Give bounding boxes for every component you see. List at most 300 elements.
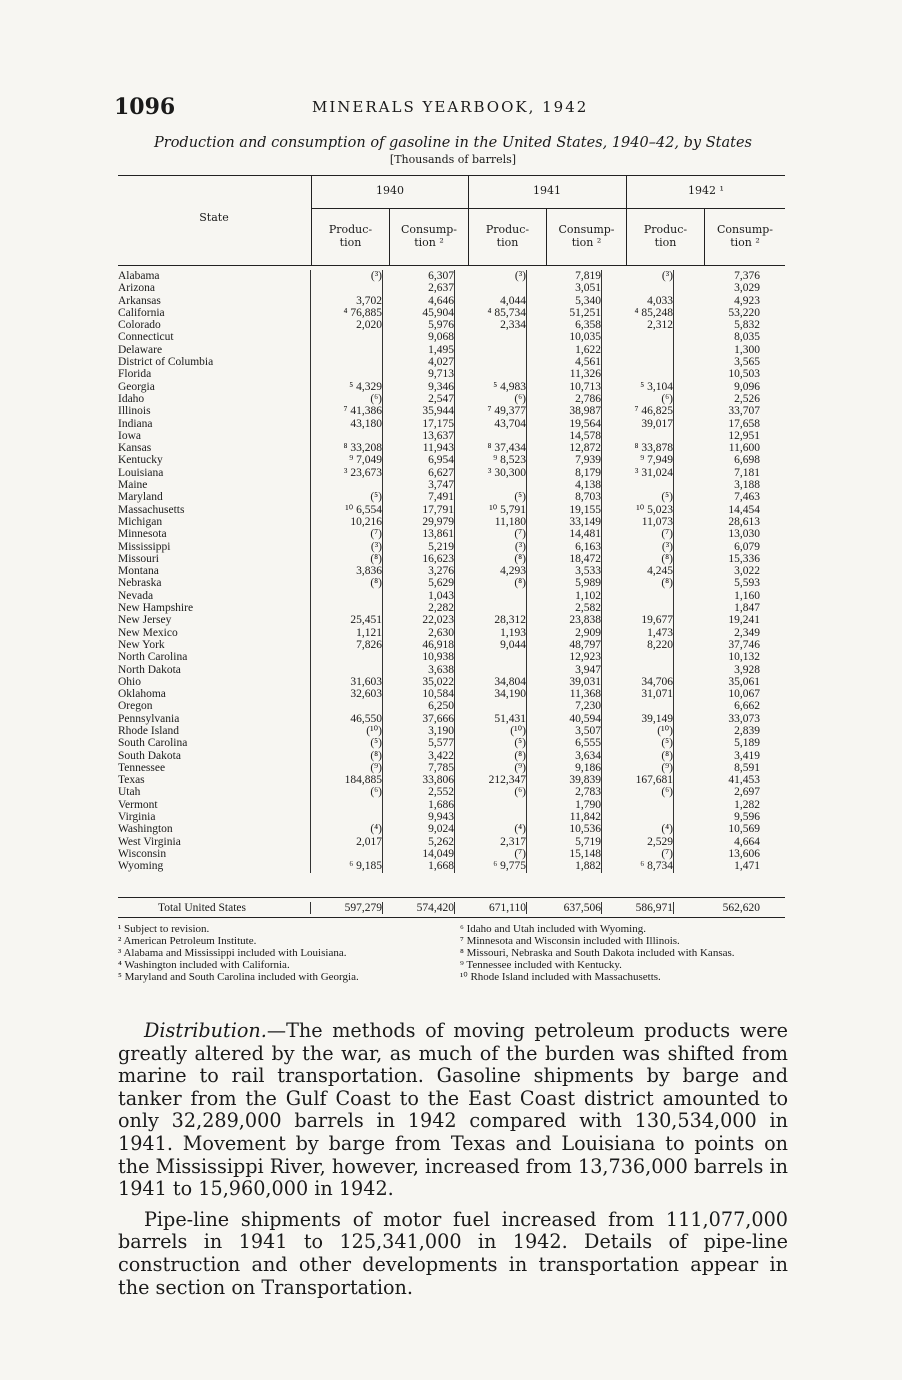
cell-value: 45,904 <box>383 307 455 319</box>
cell-value: 4,646 <box>383 295 455 307</box>
state-name: Wisconsin <box>118 847 167 860</box>
cell-value: 7,181 <box>674 467 761 479</box>
cell-value: (⁸) <box>311 577 383 589</box>
cell-value: ⁸ 33,878 <box>602 442 674 454</box>
state-name: Delaware <box>118 343 163 356</box>
cell-value <box>311 331 383 343</box>
footnote: ² American Petroleum Institute. <box>118 935 257 947</box>
cell-value: 14,049 <box>383 848 455 860</box>
cell-value: 10,713 <box>527 381 602 393</box>
cell-value: 3,022 <box>674 565 761 577</box>
table-bottom-rule <box>118 917 785 918</box>
running-title: MINERALS YEARBOOK, 1942 <box>312 98 589 116</box>
cell-value: ⁶ 9,185 <box>311 860 383 872</box>
cell-value: ⁸ 37,434 <box>455 442 527 454</box>
cell-value: (⁹) <box>311 762 383 774</box>
state-name: Texas <box>118 774 145 787</box>
cell-value: 13,030 <box>674 528 761 540</box>
state-name: Iowa <box>118 429 141 442</box>
cell-value: 34,804 <box>455 676 527 688</box>
cell-value: 7,826 <box>311 639 383 651</box>
cell-value: 2,783 <box>527 786 602 798</box>
cell-value: 43,180 <box>311 418 383 430</box>
cell-value: 2,547 <box>383 393 455 405</box>
cell-value: 29,979 <box>383 516 455 528</box>
footnote: ¹ Subject to revision. <box>118 923 210 935</box>
state-name: Oklahoma <box>118 688 166 701</box>
state-name: Connecticut <box>118 331 174 344</box>
cell-value: 1,160 <box>674 590 761 602</box>
cell-value: 11,326 <box>527 368 602 380</box>
cell-value: (⁷) <box>602 528 674 540</box>
cell-value <box>602 799 674 811</box>
total-top-rule <box>118 897 785 898</box>
cell-value: 8,179 <box>527 467 602 479</box>
cell-value: 2,017 <box>311 836 383 848</box>
cell-value: ⁴ 85,248 <box>602 307 674 319</box>
cell-value: 9,068 <box>383 331 455 343</box>
header-top-rule <box>118 175 785 176</box>
cell-value: ⁸ 33,208 <box>311 442 383 454</box>
cell-value: 2,526 <box>674 393 761 405</box>
footnote: ¹⁰ Rhode Island included with Massachusetts. <box>460 971 661 983</box>
state-name: Michigan <box>118 515 163 528</box>
cell-value: 15,148 <box>527 848 602 860</box>
cell-value: 5,340 <box>527 295 602 307</box>
footnote: ⁶ Idaho and Utah included with Wyoming. <box>460 923 646 935</box>
cell-value: 184,885 <box>311 774 383 786</box>
table-row <box>118 614 760 626</box>
state-name: Pennsylvania <box>118 712 180 725</box>
cell-value: (³) <box>311 541 383 553</box>
cell-value: 8,591 <box>674 762 761 774</box>
year-1941: 1941 <box>533 184 561 197</box>
cell-value: 5,189 <box>674 737 761 749</box>
cell-value: 212,347 <box>455 774 527 786</box>
cell-value: 1,622 <box>527 344 602 356</box>
cell-value: ⁵ 4,329 <box>311 381 383 393</box>
cell-value <box>602 811 674 823</box>
cell-value: 1,102 <box>527 590 602 602</box>
state-name: Nebraska <box>118 577 162 590</box>
table-row <box>118 467 760 479</box>
cell-value: (⁸) <box>602 553 674 565</box>
cell-value: 8,703 <box>527 491 602 503</box>
cell-value: 11,943 <box>383 442 455 454</box>
state-name: Indiana <box>118 417 153 430</box>
cell-value: 4,664 <box>674 836 761 848</box>
cell-value: 3,419 <box>674 750 761 762</box>
cell-value: (⁸) <box>455 750 527 762</box>
cell-value: 3,747 <box>383 479 455 491</box>
state-name: Kentucky <box>118 454 163 467</box>
table-row <box>118 282 760 294</box>
cell-value: 37,746 <box>674 639 761 651</box>
cell-value: ³ 23,673 <box>311 467 383 479</box>
cell-value <box>602 344 674 356</box>
cell-value: ⁹ 7,949 <box>602 454 674 466</box>
cell-value: 11,180 <box>455 516 527 528</box>
state-name: Virginia <box>118 811 156 824</box>
cell-value <box>311 848 383 860</box>
table-row <box>118 479 760 491</box>
total-value: 574,420 <box>383 902 455 914</box>
body-text <box>118 1020 788 1307</box>
consumption-header: Consump- tion ² <box>400 223 458 249</box>
cell-value: 3,507 <box>527 725 602 737</box>
cell-value: 2,349 <box>674 627 761 639</box>
cell-value: (⁸) <box>602 577 674 589</box>
cell-value: 5,976 <box>383 319 455 331</box>
cell-value: (¹⁰) <box>602 725 674 737</box>
cell-value: 3,634 <box>527 750 602 762</box>
state-name: South Carolina <box>118 737 188 750</box>
cell-value: 4,293 <box>455 565 527 577</box>
cell-value: 1,882 <box>527 860 602 872</box>
cell-value: 1,471 <box>674 860 761 872</box>
cell-value: 15,336 <box>674 553 761 565</box>
cell-value: 1,300 <box>674 344 761 356</box>
state-name: Arizona <box>118 282 156 295</box>
cell-value: 2,312 <box>602 319 674 331</box>
cell-value: (⁷) <box>602 848 674 860</box>
cell-value: 13,637 <box>383 430 455 442</box>
cell-value: 3,422 <box>383 750 455 762</box>
cell-value: 2,552 <box>383 786 455 798</box>
cell-value: (⁷) <box>311 528 383 540</box>
cell-value: 2,334 <box>455 319 527 331</box>
cell-value: 9,943 <box>383 811 455 823</box>
cell-value: ⁴ 76,885 <box>311 307 383 319</box>
table-row <box>118 319 760 331</box>
cell-value: ⁷ 41,386 <box>311 405 383 417</box>
cell-value: 33,707 <box>674 405 761 417</box>
cell-value: ⁹ 8,523 <box>455 454 527 466</box>
cell-value <box>311 590 383 602</box>
cell-value: 4,561 <box>527 356 602 368</box>
cell-value: 8,220 <box>602 639 674 651</box>
cell-value: 40,594 <box>527 713 602 725</box>
cell-value: 11,368 <box>527 688 602 700</box>
cell-value: 3,190 <box>383 725 455 737</box>
cell-value: 6,358 <box>527 319 602 331</box>
cell-value: 1,847 <box>674 602 761 614</box>
cell-value: 11,073 <box>602 516 674 528</box>
cell-value <box>311 799 383 811</box>
table-row <box>118 713 760 725</box>
cell-value: 12,951 <box>674 430 761 442</box>
cell-value: 39,017 <box>602 418 674 430</box>
cell-value: 7,785 <box>383 762 455 774</box>
cell-value: 6,307 <box>383 270 455 282</box>
state-name: New Jersey <box>118 614 172 627</box>
cell-value: (³) <box>602 541 674 553</box>
table-row <box>118 737 760 749</box>
cell-value: 7,939 <box>527 454 602 466</box>
table-row <box>118 541 760 553</box>
state-name: California <box>118 306 165 319</box>
cell-value: 4,245 <box>602 565 674 577</box>
table-row <box>118 676 760 688</box>
cell-value: 12,872 <box>527 442 602 454</box>
cell-value: 9,596 <box>674 811 761 823</box>
consumption-header: Consump- tion ² <box>558 223 615 249</box>
table-row <box>118 331 760 343</box>
state-name: Arkansas <box>118 294 161 307</box>
cell-value: (¹⁰) <box>455 725 527 737</box>
cell-value: (⁸) <box>311 750 383 762</box>
cell-value: 31,071 <box>602 688 674 700</box>
cell-value: 6,555 <box>527 737 602 749</box>
cell-value: 7,376 <box>674 270 761 282</box>
cell-value: 3,051 <box>527 282 602 294</box>
cell-value <box>602 651 674 663</box>
cell-value <box>455 799 527 811</box>
cell-value: 6,163 <box>527 541 602 553</box>
cell-value: ¹⁰ 6,554 <box>311 504 383 516</box>
cell-value <box>455 651 527 663</box>
cell-value: 4,027 <box>383 356 455 368</box>
footnote: ⁵ Maryland and South Carolina included with Georgia. <box>118 971 359 983</box>
cell-value <box>311 811 383 823</box>
table-row <box>118 516 760 528</box>
table-row <box>118 848 760 860</box>
state-name: North Carolina <box>118 651 188 664</box>
cell-value: 53,220 <box>674 307 761 319</box>
cell-value: 1,282 <box>674 799 761 811</box>
table-row <box>118 664 760 676</box>
cell-value: (⁵) <box>311 491 383 503</box>
state-name: Kansas <box>118 442 152 455</box>
cell-value <box>311 602 383 614</box>
cell-value: 6,954 <box>383 454 455 466</box>
cell-value <box>455 430 527 442</box>
cell-value <box>455 590 527 602</box>
cell-value: 10,035 <box>527 331 602 343</box>
cell-value <box>602 356 674 368</box>
cell-value: 1,495 <box>383 344 455 356</box>
table-row <box>118 553 760 565</box>
total-value: 671,110 <box>455 902 527 914</box>
cell-value: ³ 31,024 <box>602 467 674 479</box>
table-row <box>118 700 760 712</box>
table-row <box>118 356 760 368</box>
cell-value: 2,282 <box>383 602 455 614</box>
cell-value: ⁴ 85,734 <box>455 307 527 319</box>
cell-value <box>602 430 674 442</box>
cell-value: (¹⁰) <box>311 725 383 737</box>
table-row <box>118 836 760 848</box>
year-rule <box>311 208 785 209</box>
cell-value: (⁷) <box>455 528 527 540</box>
total-value: 637,506 <box>527 902 602 914</box>
cell-value <box>455 331 527 343</box>
cell-value <box>455 664 527 676</box>
cell-value: 4,923 <box>674 295 761 307</box>
cell-value <box>311 356 383 368</box>
cell-value: 38,987 <box>527 405 602 417</box>
table-row <box>118 405 760 417</box>
cell-value: 2,529 <box>602 836 674 848</box>
table-row <box>118 381 760 393</box>
cell-value: 3,188 <box>674 479 761 491</box>
table-row <box>118 786 760 798</box>
state-name: West Virginia <box>118 835 181 848</box>
state-name: Vermont <box>118 798 158 811</box>
table-row <box>118 491 760 503</box>
cell-value: 7,230 <box>527 700 602 712</box>
state-name: Idaho <box>118 392 145 405</box>
state-name: South Dakota <box>118 749 181 762</box>
cell-value <box>311 651 383 663</box>
cell-value: 6,627 <box>383 467 455 479</box>
cell-value: (⁵) <box>311 737 383 749</box>
table-row <box>118 799 760 811</box>
table-row <box>118 454 760 466</box>
state-name: District of Columbia <box>118 356 214 369</box>
cell-value: 5,219 <box>383 541 455 553</box>
state-name: Washington <box>118 823 173 836</box>
cell-value: (⁴) <box>455 823 527 835</box>
cell-value: 1,121 <box>311 627 383 639</box>
cell-value: 2,020 <box>311 319 383 331</box>
state-name: Rhode Island <box>118 724 180 737</box>
cell-value: ⁷ 46,825 <box>602 405 674 417</box>
header-bottom-rule <box>118 265 785 266</box>
cell-value: (⁸) <box>455 553 527 565</box>
cell-value: (⁵) <box>455 491 527 503</box>
cell-value: 5,719 <box>527 836 602 848</box>
cell-value: 2,317 <box>455 836 527 848</box>
cell-value: 167,681 <box>602 774 674 786</box>
cell-value: ³ 30,300 <box>455 467 527 479</box>
paragraph-text: —The methods of moving petroleum products were greatly altered by the war, as much of the burden was shifted from marine to rail transportation. Gasoline shipments by barge and tanker from the Gulf Coast to the East Coast district amounted to only 32,289,000 barrels in 1942 compared with 130,534,000 in 1941. Movement by barge from Texas and Louisiana to points on the Mississippi River, however, increased from 13,736,000 barrels in 1941 to 15,960,000 in 1942. <box>118 1019 788 1201</box>
cell-value: 1,473 <box>602 627 674 639</box>
table-row <box>118 565 760 577</box>
total-label: Total United States <box>158 902 246 914</box>
cell-value <box>602 331 674 343</box>
state-name: New Mexico <box>118 626 178 639</box>
cell-value: 10,584 <box>383 688 455 700</box>
cell-value: 11,842 <box>527 811 602 823</box>
table-row <box>118 590 760 602</box>
paragraph: Pipe-line shipments of motor fuel increased from 111,077,000 barrels in 1941 to 125,341,000 in 1942. Details of pipe-line construction and other developments in transportation appear in the section on Transportation. <box>118 1207 788 1299</box>
cell-value: (⁶) <box>602 786 674 798</box>
state-name: Maryland <box>118 491 163 504</box>
table-row <box>118 602 760 614</box>
table-row <box>118 627 760 639</box>
cell-value: 51,431 <box>455 713 527 725</box>
cell-value <box>311 479 383 491</box>
cell-value: 9,044 <box>455 639 527 651</box>
table-row <box>118 725 760 737</box>
state-name: Louisiana <box>118 466 164 479</box>
cell-value: 10,132 <box>674 651 761 663</box>
cell-value <box>455 811 527 823</box>
cell-value: ⁹ 7,049 <box>311 454 383 466</box>
cell-value: 33,073 <box>674 713 761 725</box>
cell-value: 2,630 <box>383 627 455 639</box>
state-name: Alabama <box>118 270 160 282</box>
cell-value: 28,613 <box>674 516 761 528</box>
cell-value: 10,536 <box>527 823 602 835</box>
cell-value: 48,797 <box>527 639 602 651</box>
cell-value: 3,276 <box>383 565 455 577</box>
state-name: Utah <box>118 786 141 799</box>
cell-value: 6,662 <box>674 700 761 712</box>
footnote: ⁸ Missouri, Nebraska and South Dakota included with Kansas. <box>460 947 735 959</box>
cell-value: (³) <box>311 270 383 282</box>
cell-value: (⁷) <box>455 848 527 860</box>
cell-value: (⁵) <box>602 491 674 503</box>
cell-value: 10,569 <box>674 823 761 835</box>
cell-value: 9,024 <box>383 823 455 835</box>
cell-value: 2,697 <box>674 786 761 798</box>
cell-value: 43,704 <box>455 418 527 430</box>
cell-value <box>311 700 383 712</box>
cell-value: 39,031 <box>527 676 602 688</box>
cell-value: 7,491 <box>383 491 455 503</box>
table-row <box>118 270 760 282</box>
cell-value: (⁶) <box>455 393 527 405</box>
table-row <box>118 688 760 700</box>
table-row <box>118 774 760 786</box>
cell-value: 23,838 <box>527 614 602 626</box>
cell-value <box>311 368 383 380</box>
cell-value: 3,928 <box>674 664 761 676</box>
state-name: New York <box>118 638 165 651</box>
cell-value: (⁶) <box>311 786 383 798</box>
year-1942: 1942 ¹ <box>688 184 724 197</box>
cell-value: 10,067 <box>674 688 761 700</box>
cell-value: 10,938 <box>383 651 455 663</box>
cell-value: 32,603 <box>311 688 383 700</box>
cell-value: 6,079 <box>674 541 761 553</box>
cell-value: 41,453 <box>674 774 761 786</box>
cell-value: 22,023 <box>383 614 455 626</box>
table-row <box>118 811 760 823</box>
state-name: Massachusetts <box>118 503 185 516</box>
cell-value: 1,686 <box>383 799 455 811</box>
cell-value: 9,346 <box>383 381 455 393</box>
cell-value: 34,706 <box>602 676 674 688</box>
cell-value: (³) <box>455 270 527 282</box>
cell-value: 2,839 <box>674 725 761 737</box>
state-name: Minnesota <box>118 528 167 541</box>
cell-value: 17,791 <box>383 504 455 516</box>
cell-value: 1,790 <box>527 799 602 811</box>
cell-value: 3,702 <box>311 295 383 307</box>
cell-value <box>602 664 674 676</box>
cell-value: 10,216 <box>311 516 383 528</box>
state-name: Ohio <box>118 675 141 688</box>
cell-value: 13,606 <box>674 848 761 860</box>
cell-value: (⁵) <box>602 737 674 749</box>
consumption-header: Consump- tion ² <box>716 223 774 249</box>
cell-value: (³) <box>455 541 527 553</box>
cell-value: (⁸) <box>311 553 383 565</box>
cell-value: 1,668 <box>383 860 455 872</box>
cell-value: 6,698 <box>674 454 761 466</box>
cell-value: 35,061 <box>674 676 761 688</box>
cell-value: 19,564 <box>527 418 602 430</box>
state-name: North Dakota <box>118 663 181 676</box>
cell-value: ¹⁰ 5,023 <box>602 504 674 516</box>
state-name: Wyoming <box>118 860 164 873</box>
paragraph <box>118 1020 788 1201</box>
cell-value: (⁶) <box>455 786 527 798</box>
cell-value: 28,312 <box>455 614 527 626</box>
